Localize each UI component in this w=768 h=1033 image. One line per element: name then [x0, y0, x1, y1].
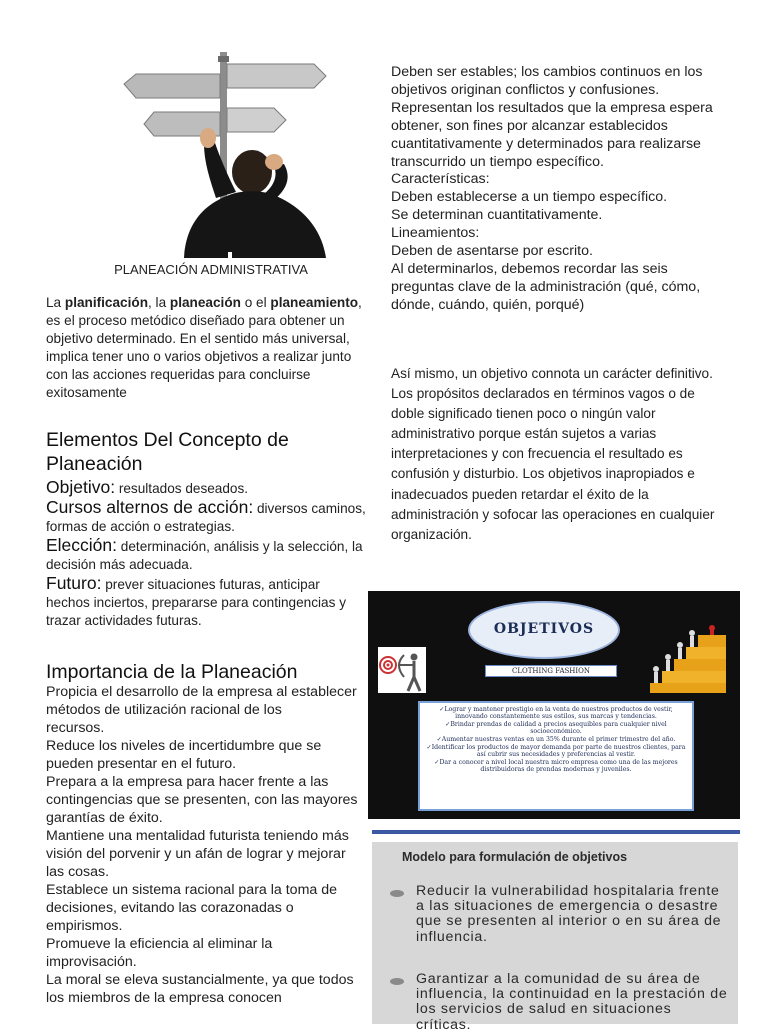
objective-paragraph: Así mismo, un objetivo connota un carácter definitivo. Los propósitos declarados en términos vagos o de doble significado tienen poco o ningún valor administrativo porque están sujetos a varias interpretaciones y con frecuencia el resultado es confusión y disturbio. Los objetivos inapropiados e inadecuados pueden retardar el éxito de la administración y sofocar las operaciones en cualquier organización.: [391, 366, 715, 542]
objectives-characteristics: [391, 64, 731, 315]
right-line: Se determinan cuantitativamente.: [391, 207, 603, 224]
right-line: Lineamientos:: [391, 225, 480, 242]
importance-line: Establece un sistema racional para la toma de decisiones, evitando las corazonadas o empirismos.: [46, 882, 338, 934]
objetivos-diagram: [368, 591, 740, 819]
intro-paragraph: La planificación, la planeación o el planeamiento, es el proceso metódico diseñado para obtener un objetivo determinado. En el sentido más universal, implica tener uno o varios objetivos a realizar junto con las acciones requeridas para concluirse exitosamente: [46, 295, 362, 400]
right-line: Deben establecerse a un tiempo específico.: [391, 189, 668, 206]
objetivo-item: ✓Dar a conocer a nivel local nuestra micro empresa como una de las mejores distribuidoras de prendas modernas y juveniles.: [434, 759, 678, 774]
importance-list: [46, 683, 361, 1007]
right-line: Características:: [391, 171, 490, 188]
divider-rule: [372, 830, 740, 834]
objetivos-title: OBJETIVOS: [468, 601, 620, 659]
stairs-people-icon: [644, 625, 726, 699]
elements-heading: Elementos Del Concepto de Planeación: [46, 429, 289, 475]
importance-line: La moral se eleva sustancialmente, ya que todos los miembros de la empresa conocen: [46, 972, 354, 1006]
importance-heading: Importancia de la Planeación: [46, 661, 298, 683]
importance-line: recursos.: [46, 720, 105, 736]
right-line: Al determinarlos, debemos recordar las seis preguntas clave de la administración (qué, cómo, dónde, cuándo, quién, porqué): [391, 260, 701, 313]
objetivos-list: [418, 701, 694, 811]
bullet-icon: [390, 890, 404, 897]
modelo-objetivos-panel: Modelo para formulación de objetivos Reducir la vulnerabilidad hospitalaria frente a las situaciones de emergencia o desastre que se presenten al interior o en su área de influencia. Garantizar a la comunidad de su área de influencia, la continuidad en la prestación de los servicios de salud en situaciones críticas.: [372, 842, 738, 1024]
element-item-eleccion: Elección: determinación, análisis y la selección, la decisión más adecuada.: [46, 535, 363, 572]
importance-line: Reduce los niveles de incertidumbre que se pueden presentar en el futuro.: [46, 738, 322, 772]
objetivo-item: ✓Brindar prendas de calidad a precios asequibles para cualquier nivel socioeconómico.: [445, 721, 667, 736]
elements-list: [46, 478, 366, 630]
right-line: Representan los resultados que la empresa espera obtener, son fines por alcanzar establecidos cuantitativamente y determinados para realizarse transcurrido un tiempo específico.: [391, 99, 713, 170]
element-item-futuro: Futuro: prever situaciones futuras, anticipar hechos inciertos, prepararse para contingencias y trazar actividades futuras.: [46, 573, 346, 628]
term-planeacion: planeación: [169, 295, 241, 310]
figure-caption: PLANEACIÓN ADMINISTRATIVA: [114, 262, 308, 277]
right-line: Deben ser estables; los cambios continuos en los objetivos originan conflictos y confusiones.: [391, 64, 703, 98]
right-line: Deben de asentarse por escrito.: [391, 243, 593, 260]
objetivo-item: ✓Lograr y mantener prestigio en la venta de nuestros productos de vestir, innovando constantemente sus estilos, sus marcas y tendencias.: [439, 706, 673, 721]
importance-line: Propicia el desarrollo de la empresa al establecer métodos de utilización racional de los: [46, 684, 357, 718]
importance-line: Prepara a la empresa para hacer frente a las contingencias que se presenten, con las mayores garantías de éxito.: [46, 774, 358, 826]
importance-line: Promueve la eficiencia al eliminar la improvisación.: [46, 936, 273, 970]
archer-target-icon: [378, 647, 426, 693]
objetivo-item: ✓Identificar los productos de mayor demanda por parte de nuestros clientes, para así cubrir sus necesidades y preferencias al vestir.: [426, 743, 686, 759]
brand-label: CLOTHING FASHION: [485, 665, 617, 677]
element-item-cursos: Cursos alternos de acción: diversos caminos, formas de acción o estrategias.: [46, 497, 366, 534]
signpost-illustration: [124, 52, 334, 258]
objetivo-item: ✓Aumentar nuestras ventas en un 35% durante el primer trimestre del año.: [436, 736, 676, 744]
element-item-objetivo: Objetivo: resultados deseados.: [46, 477, 249, 497]
term-planeamiento: planeamiento: [270, 295, 359, 310]
term-planificacion: planificación: [64, 295, 148, 310]
modelo-title: Modelo para formulación de objetivos: [402, 850, 628, 864]
importance-line: Mantiene una mentalidad futurista teniendo más visión del porvenir y un afán de lograr y mejorar las cosas.: [46, 828, 349, 880]
bullet-icon: [390, 978, 404, 985]
